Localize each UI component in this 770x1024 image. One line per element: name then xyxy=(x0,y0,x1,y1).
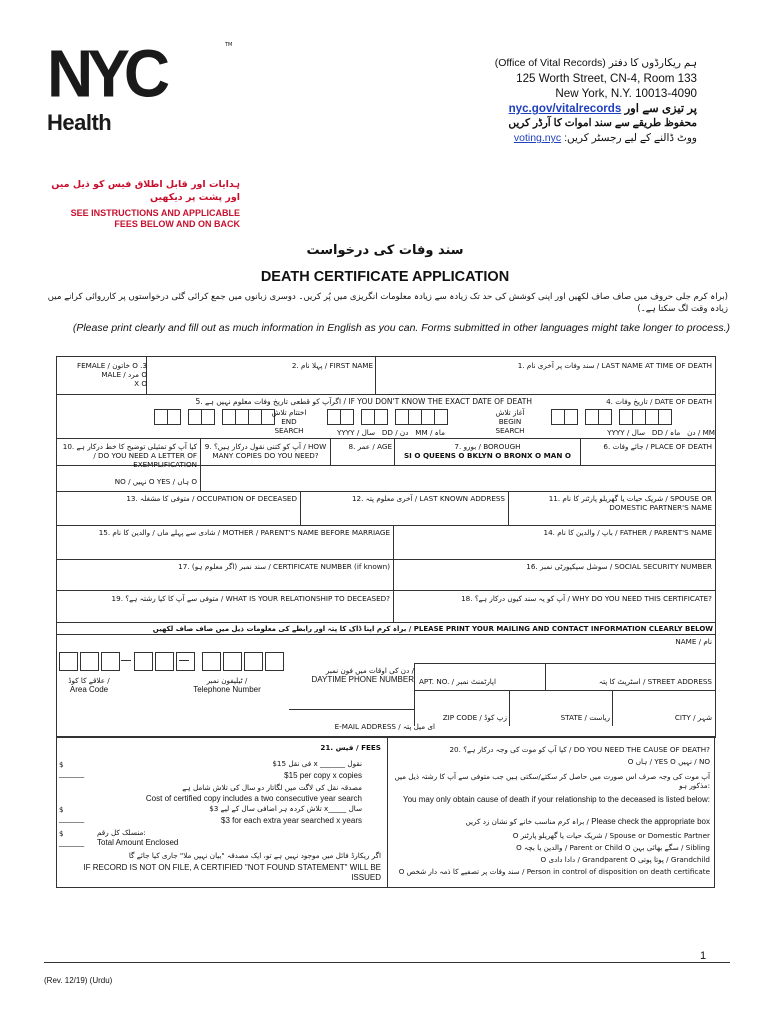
exemplification-field[interactable]: 10. کیا آپ کو تمثیلی توضیح کا خط درکار ہے / DO YOU NEED A LETTER OF EXEMPLIFICATION xyxy=(62,442,197,469)
page-number: 1 xyxy=(700,950,707,962)
fee-line2-en: $3 for each extra year searched x years xyxy=(221,816,362,825)
instructions-line2: FEES BELOW AND ON BACK xyxy=(114,219,240,229)
fee-line1-urdu: $15 فی نقل x _______ نقول xyxy=(272,759,362,768)
email-field[interactable]: E-MAIL ADDRESS / ای میل پتہ xyxy=(334,722,435,731)
dod-year: YYYY / سال xyxy=(607,428,646,437)
option-spouse[interactable]: O شریک حیات یا گھریلو پارٹنر / Spouse or Domestic Partner xyxy=(512,831,710,840)
sex-x[interactable]: X O xyxy=(134,379,147,388)
cause-title: 20. کیا آپ کو موت کی وجہ درکار ہے؟ / DO YOU NEED THE CAUSE OF DEATH? xyxy=(449,745,710,754)
telephone-urdu: ٹیلیفون نمبر / xyxy=(206,676,248,685)
voting-link[interactable]: voting.nyc xyxy=(513,132,562,144)
office-street: 125 Worth Street, CN-4, Room 133 xyxy=(516,72,697,85)
fee-line1-amount[interactable]: $ _______ xyxy=(59,760,85,778)
not-found-urdu: اگر ریکارڈ فائل میں موجود نہیں ہے تو، ایک مصدقہ "بیان نہیں ملا" جاری کیا جائے گا xyxy=(128,851,381,860)
father-name-field[interactable]: 14. باپ / والدین کا نام / FATHER / PARENT'S NAME xyxy=(543,528,712,537)
cause-note-urdu: آپ موت کی وجہ صرف اس صورت میں حاصل کر سکتے/سکتی ہیں جب متوفی سے آپ کا رشتہ ذیل میں مذکور ہو: xyxy=(394,772,710,790)
why-need-field[interactable]: 18. آپ کو یہ سند کیوں درکار ہے؟ / WHY DO YOU NEED THIS CERTIFICATE? xyxy=(461,594,712,603)
area-code-urdu: علاقے کا کوڈ / xyxy=(68,676,110,685)
vitalrecords-link[interactable]: nyc.gov/vitalrecords xyxy=(508,102,622,115)
certificate-number-field[interactable]: 17. سند نمبر (اگر معلوم ہو) / CERTIFICATE NUMBER (if known) xyxy=(178,562,390,571)
ssn-field[interactable]: 16. سوشل سیکیورٹی نمبر / SOCIAL SECURITY NUMBER xyxy=(526,562,712,571)
street-field[interactable]: اسٹریٹ کا پتہ / STREET ADDRESS xyxy=(598,677,712,686)
office-address xyxy=(437,56,697,146)
check-box-en: Please check the appropriate box xyxy=(591,817,710,826)
instructions-line1: SEE INSTRUCTIONS AND APPLICABLE xyxy=(70,208,240,218)
logo-nyc: NYC xyxy=(47,35,165,112)
title-urdu: سند وفات کی درخواست xyxy=(306,243,464,258)
begin-day: DD / دن xyxy=(381,428,409,437)
last-address-field[interactable]: 12. آخری معلوم پتہ / LAST KNOWN ADDRESS xyxy=(351,494,505,503)
office-name: (Office of Vital Records) ہم ریکارڈوں کا دفتر xyxy=(494,57,697,69)
city-field[interactable]: CITY / شہر xyxy=(674,713,712,722)
cause-of-death-section xyxy=(386,736,715,888)
total-en: Total Amount Enclosed xyxy=(97,838,179,847)
total-amount[interactable]: $ _______ xyxy=(59,829,85,847)
state-field[interactable]: STATE / ریاست xyxy=(560,713,610,722)
zip-field[interactable]: ZIP CODE / زپ کوڈ xyxy=(442,713,507,722)
occupation-field[interactable]: 13. متوفی کا مشغلہ / OCCUPATION OF DECEASED xyxy=(126,494,297,503)
copies-field[interactable]: 9. آپ کو کتنی نقول درکار ہیں؟ / HOW MANY COPIES DO YOU NEED? xyxy=(204,442,327,460)
telephone-label: Telephone Number xyxy=(193,685,261,694)
end-search-label: اختتام تلاش END SEARCH xyxy=(271,408,307,435)
begin-month: MM / ماہ xyxy=(415,428,445,437)
fee-note-en: Cost of certified copy includes a two consecutive year search xyxy=(145,794,362,803)
begin-search-label: آغاز تلاش BEGIN SEARCH xyxy=(495,408,525,435)
sex-male[interactable]: MALE / مرد O xyxy=(101,370,147,379)
office-city: New York, N.Y. 10013-4090 xyxy=(555,87,697,100)
fee-line2-amount[interactable]: $ _______ xyxy=(59,805,85,823)
phone-label: DAYTIME PHONE NUMBER xyxy=(311,675,414,684)
footer-rule xyxy=(44,962,730,963)
area-code-label: Area Code xyxy=(69,685,109,694)
vote-prefix: ووٹ ڈالنے کے لیے رجسٹر کریں: xyxy=(564,132,697,144)
cause-yes-no[interactable]: O ہاں / YES O نہیں / NO xyxy=(627,757,710,766)
place-of-death-field[interactable]: 6. جائے وفات / PLACE OF DEATH xyxy=(603,442,712,451)
sex-female[interactable]: FEMALE / خاتون O .3 xyxy=(76,361,147,370)
borough-options[interactable]: SI O QUEENS O BKLYN O BRONX O MAN O xyxy=(403,451,572,460)
fee-note-urdu: مصدقہ نقل کی لاگت میں لگاتار دو سال کی تلاش شامل ہے xyxy=(182,783,362,792)
mother-name-field[interactable]: 15. شادی سے پہلے ماں / والدین کا نام / MOTHER / PARENT'S NAME BEFORE MARRIAGE xyxy=(98,528,390,537)
date-unknown-label: 5. اگرآپ کو قطعی تاریخ وفات معلوم نہیں ہے / IF YOU DON'T KNOW THE EXACT DATE OF DEATH xyxy=(195,397,532,406)
note-urdu: (براہ کرم جلی حروف میں صاف صاف لکھیں اور اپنی کوشش کی حد تک زیادہ سے زیادہ معلومات انگریزی میں پُر کریں۔ دوسری زبانوں میں جمع کرائی گئی درخواستوں پر کارروائی کرانے میں زیادہ وقت لگ سکتا ہے۔) xyxy=(47,292,728,314)
not-found-en: IF RECORD IS NOT ON FILE, A CERTIFIED "NOT FOUND STATEMENT" WILL BE ISSUED xyxy=(83,863,381,882)
spouse-name-field[interactable]: 11. شریک حیات یا گھریلو پارٹنر کا نام / SPOUSE OR DOMESTIC PARTNER'S NAME xyxy=(548,494,712,512)
phone-urdu: دن کی اوقات میں فون نمبر / xyxy=(325,666,414,675)
logo-tm: TM xyxy=(225,42,233,48)
application-form xyxy=(56,356,716,738)
total-urdu: منسلک کل رقم: xyxy=(97,828,146,837)
option-parent-sibling[interactable]: O والدین یا بچہ / Parent or Child O سگے بھائی بہن / Sibling xyxy=(516,843,710,852)
nyc-health-logo xyxy=(47,35,237,140)
check-box-urdu: براہ کرم مناسب خانے کو نشان زد کریں / xyxy=(465,817,589,826)
order-line: محفوظ طریقے سے سند اموات کا آرڈر کریں xyxy=(508,117,697,129)
dod-day: DD / دن xyxy=(651,428,696,437)
dod-month: ماہ / MM xyxy=(669,428,715,437)
date-of-death-label: 4. تاریخ وفات / DATE OF DEATH xyxy=(606,397,712,406)
exemplification-options[interactable]: NO / نہیں O YES / ہاں O xyxy=(114,477,197,486)
revision: (Rev. 12/19) (Urdu) xyxy=(44,976,113,985)
logo-health: Health xyxy=(47,110,112,135)
fee-line1-en: $15 per copy x copies xyxy=(284,771,362,780)
age-field[interactable]: 8. عمر / AGE xyxy=(348,442,392,451)
fee-line2-urdu: $3 تلاش کردہ ہر اضافی سال کے لیے x_____ سال xyxy=(209,804,362,813)
note-english: (Please print clearly and fill out as much information in English as you can. Forms submitted in other languages might take longer to process.) xyxy=(72,322,730,334)
relationship-field[interactable]: 19. متوفی سے آپ کا کیا رشتہ ہے؟ / WHAT IS YOUR RELATIONSHIP TO DECEASED? xyxy=(111,594,390,603)
begin-year: YYYY / سال xyxy=(337,428,375,437)
mailing-header: براہ کرم اپنا ڈاک کا پتہ اور رابطے کی معلومات ذیل میں صاف صاف لکھیں / PLEASE PRINT YOUR MAILING AND CONTACT INFORMATION CLEARLY BELOW xyxy=(152,625,713,633)
first-name-field[interactable]: 2. پہلا نام / FIRST NAME xyxy=(291,361,373,370)
sex-field xyxy=(59,361,147,388)
fees-section xyxy=(56,736,388,888)
apt-field[interactable]: APT. NO. / اپارٹمنٹ نمبر xyxy=(419,677,496,686)
option-grandparent[interactable]: O دادا دادی / Grandparent O پوتا پوتی / Grandchild xyxy=(540,855,710,864)
fees-title: 21. فیس / FEES xyxy=(320,743,381,752)
cause-note-en: You may only obtain cause of death if your relationship to the deceased is listed below: xyxy=(402,795,710,804)
name-field[interactable]: NAME / نام xyxy=(675,637,712,646)
last-name-field[interactable]: 1. سند وفات پر آخری نام / LAST NAME AT TIME OF DEATH xyxy=(517,361,712,370)
title-english: DEATH CERTIFICATE APPLICATION xyxy=(260,269,510,285)
option-disposition[interactable]: O سند وفات پر تصفیے کا ذمہ دار شخص / Person in control of disposition on death certificate xyxy=(398,867,710,876)
web-prefix: پر تیزی سے اور xyxy=(624,102,697,115)
borough-label: 7. بورو / BOROUGH xyxy=(454,442,521,451)
instructions-urdu: ہدایات اور قابل اطلاق فیس کو ذیل میں اور پشت پر دیکھیں xyxy=(51,179,240,203)
